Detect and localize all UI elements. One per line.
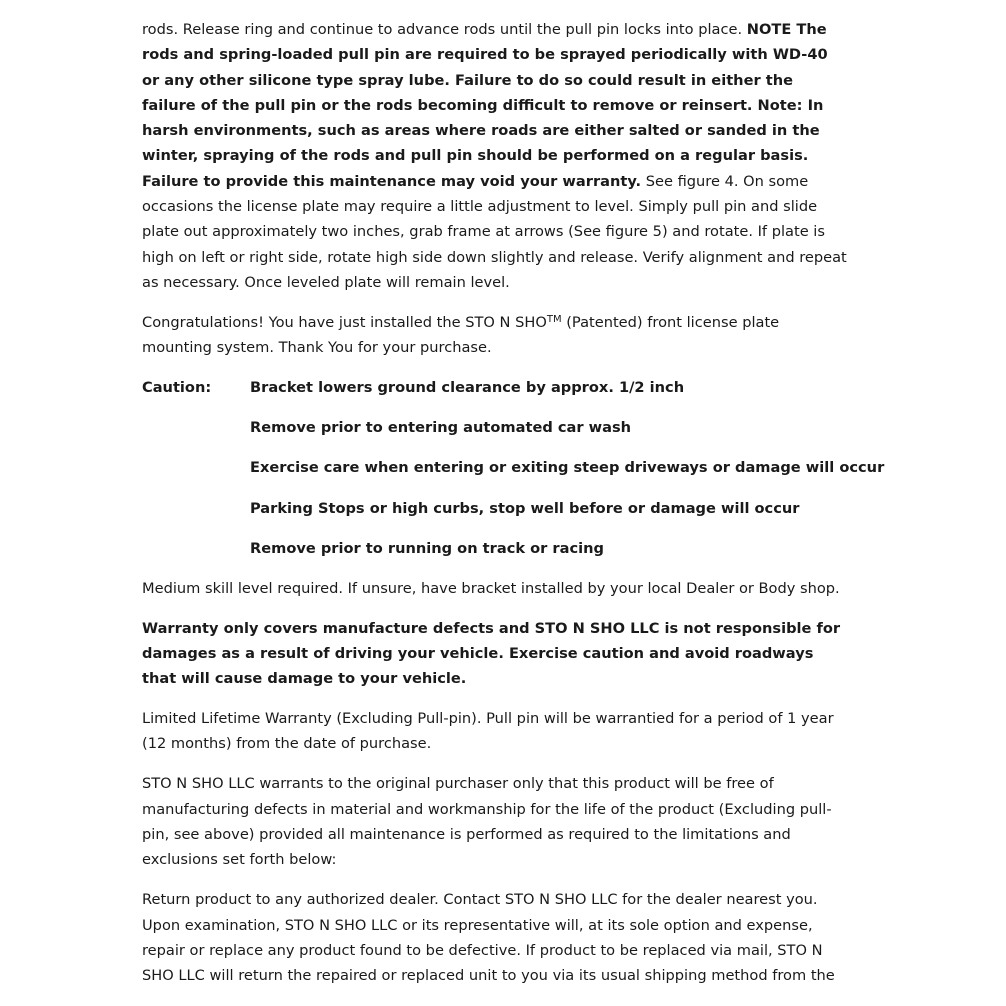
intro-text: rods. Release ring and continue to advance rods until the pull pin locks into place. bbox=[142, 21, 747, 38]
caution-item-text: Exercise care when entering or exiting steep driveways or damage will occur bbox=[250, 459, 885, 477]
caution-item-text: Parking Stops or high curbs, stop well before or damage will occur bbox=[250, 499, 800, 517]
caution-item-text: Bracket lowers ground clearance by approx. 1/2 inch bbox=[250, 379, 685, 397]
caution-item-text: Remove prior to running on track or racing bbox=[250, 539, 604, 557]
caution-item bbox=[142, 455, 885, 480]
warranty-disclaimer-text: Warranty only covers manufacture defects and STO N SHO LLC is not responsible for damages as a result of driving your vehicle. Exercise caution and avoid roadways that will cause damage to your vehicle. bbox=[142, 619, 841, 688]
installation-paragraph bbox=[142, 17, 848, 295]
skill-level-paragraph: Medium skill level required. If unsure, have bracket installed by your local Dealer or Body shop. bbox=[142, 579, 840, 597]
caution-item-text: Remove prior to entering automated car wash bbox=[250, 419, 632, 437]
caution-item bbox=[142, 375, 848, 400]
congrats-text: Congratulations! You have just installed the STO N SHO bbox=[142, 313, 547, 331]
caution-item bbox=[142, 536, 848, 561]
warranty-terms-paragraph: STO N SHO LLC warrants to the original purchaser only that this product will be free of manufacturing defects in material and workmanship for the life of the product (Excluding pull-pin, see above) provided all maintenance is performed as required to the limitations and exclusions set forth below: bbox=[142, 775, 832, 869]
return-policy-paragraph: Return product to any authorized dealer. Contact STO N SHO LLC for the dealer nearest you. Upon examination, STO N SHO LLC or its representative will, at its sole option and expense, repair or replace any product found to be defective. If product to be replaced via mail, STO N SHO LLC will return the repaired or replaced unit to you via its usual shipping method from the bbox=[142, 891, 835, 985]
caution-label: Caution: bbox=[142, 379, 212, 397]
lifetime-warranty-paragraph: Limited Lifetime Warranty (Excluding Pull-pin). Pull pin will be warrantied for a period of 1 year (12 months) from the date of purchase. bbox=[142, 710, 834, 753]
document-page bbox=[142, 17, 885, 1003]
maintenance-note: NOTE The rods and spring-loaded pull pin are required to be sprayed periodically with WD-40 or any other silicone type spray lube. Failure to do so could result in either the failure of the pull pin or the rods becoming difficult to remove or reinsert. Note: In harsh environments, such as areas where roads are either salted or sanded in the winter, spraying of the rods and pull pin should be performed on a regular basis. Failure to provide this maintenance may void your warranty. bbox=[142, 21, 828, 190]
trademark-mark: TM bbox=[546, 313, 562, 325]
caution-item bbox=[142, 496, 848, 521]
adjustment-text: See figure 4. On some occasions the license plate may require a little adjustment to level. Simply pull pin and slide plate out approximately two inches, grab frame at arrows (See figure 5) and rotate. If plate is high on left or right side, rotate high side down slightly and release. Verify alignment and repeat as necessary. Once leveled plate will remain level. bbox=[142, 172, 847, 291]
congratulations-paragraph bbox=[142, 310, 848, 361]
caution-list bbox=[142, 375, 885, 561]
caution-item bbox=[142, 415, 848, 440]
congrats-text-rest: (Patented) front license plate mounting system. Thank You for your purchase. bbox=[142, 313, 780, 357]
warranty-disclaimer bbox=[142, 616, 848, 692]
